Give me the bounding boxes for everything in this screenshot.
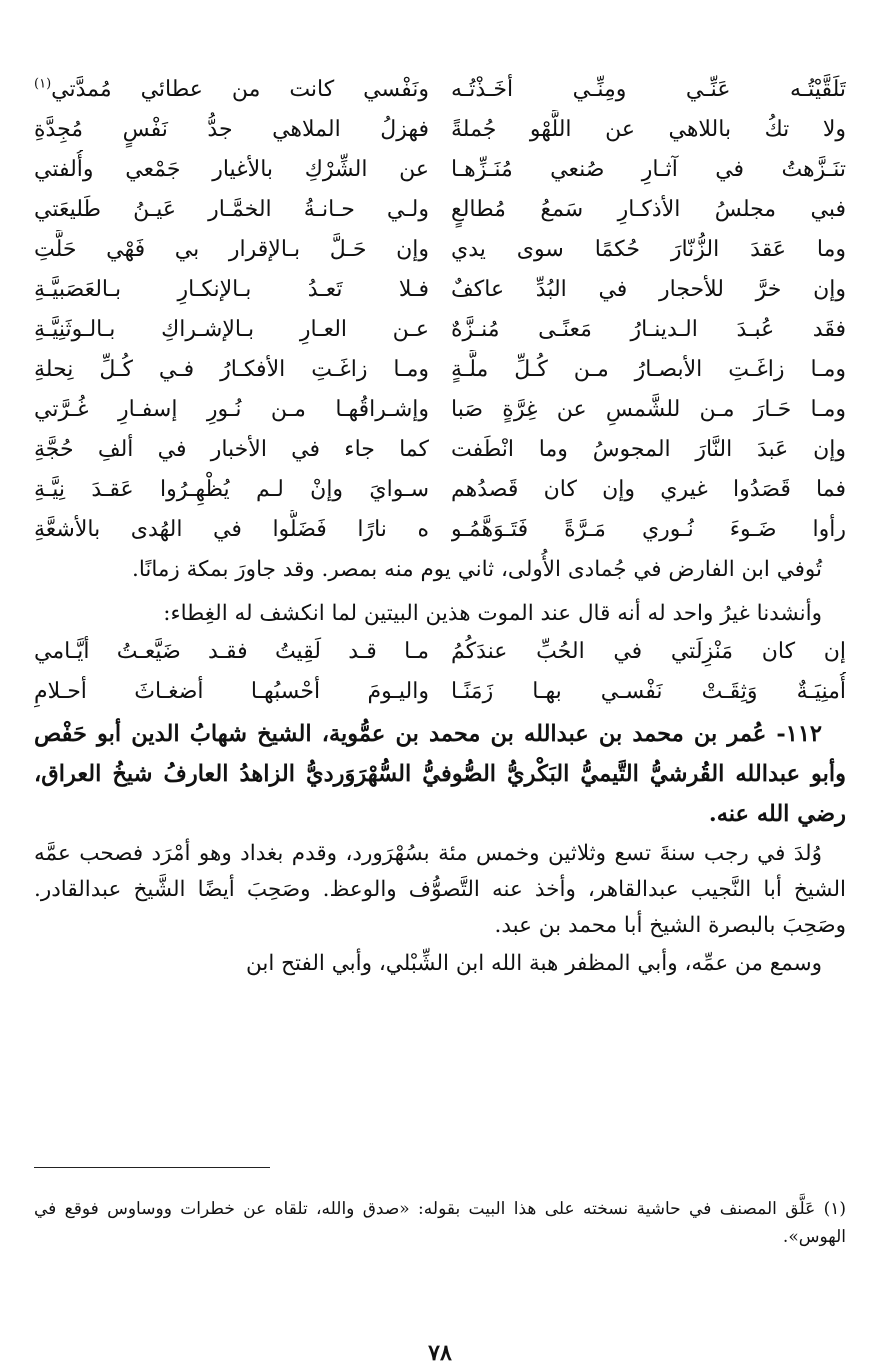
poem-verse (34, 632, 846, 672)
poem-verse (34, 310, 846, 350)
verse-second-hemistich: فـلا تَعـدُ بـالإنكـارِ بـالعَصَبيَّـةِ (34, 277, 429, 302)
verse-first-hemistich: فما قَصَدُوا غيري وإن كان قَصدُهم (451, 477, 846, 502)
verse-second-hemistich: كما جاء في الأخبار في ألفِ حُجَّةِ (34, 437, 429, 462)
poem-block (34, 70, 846, 550)
footnote-divider (34, 1167, 270, 1168)
verse-second-hemistich: ومـا زاغَـتِ الأفكـارُ فـي كُـلِّ نِحلةِ (34, 357, 429, 382)
verse-second-hemistich: سـوايَ وإنْ لـم يُظْهِـرُوا عَقـدَ نِيَّـةِ (34, 477, 429, 502)
verse-second-hemistich: واليـومَ أحْسبُهـا أضغـاثَ أحـلامِ (34, 679, 429, 704)
poem-verse (34, 230, 846, 270)
verse-first-hemistich: ومـا زاغَـتِ الأبصـارُ مـن كُـلِّ ملَّـةٍ (451, 357, 846, 382)
verse-first-hemistich: فبي مجلسُ الأذكـارِ سَمعُ مُطالعٍ (451, 197, 846, 222)
poem-verse (34, 350, 846, 390)
poem-verse (34, 270, 846, 310)
poem-verse (34, 510, 846, 550)
verse-first-hemistich: وإن خرَّ للأحجار في البُدِّ عاكفٌ (451, 277, 846, 302)
verse-second-hemistich: ه نارًا فَضَلُّوا في الهُدى بالأشعَّةِ (34, 517, 429, 542)
verse-first-hemistich: فقَد عُبـدَ الـدينـارُ مَعنًـى مُنـزَّهٌ (451, 317, 846, 342)
page-body (34, 70, 846, 1366)
verse-second-hemistich: عـن العـارِ بـالإشـراكِ بـالـوثَنِيَّـةِ (34, 317, 429, 342)
verse-first-hemistich: أُمنِيَـةٌ وَثِقَـتْ نَفْسـي بهـا زَمَنًـا (451, 679, 846, 704)
recital-paragraph: وأنشدنا غيرُ واحد له أنه قال عند الموت هذين البيتين لما انكشف له الغِطاء: (163, 601, 822, 626)
biography-heading: ١١٢- عُمر بن محمد بن عبدالله بن محمد بن عمُّوية، الشيخ شهابُ الدين أبو حَفْص وأبو عبدالله القُرشيُّ التَّيميُّ البَكْريُّ الصُّوفيُّ السُّهْرَوَرديُّ الزاهدُ العارفُ شيخُ العراق، رضي الله عنه. (34, 721, 846, 827)
verse-first-hemistich: تَلَقَّيْتُـه عَنِّـي ومِنِّـي أخَـذْتُـه (451, 77, 846, 102)
verse-first-hemistich: رأوا ضَـوءَ نُـوري مَـرَّةً فَتَـوَهَّمُـو (451, 517, 846, 542)
verse-second-hemistich: وإشـراقُهـا مـن نُـورِ إسفـارِ غُـرَّتي (34, 397, 429, 422)
poem-verse (34, 150, 846, 190)
verse-first-hemistich: وإن عَبدَ النَّارَ المجوسُ وما انْطَفت (451, 437, 846, 462)
verse-first-hemistich: ومـا حَـارَ مـن للشَّمسِ عن غِرَّةٍ صَبا (451, 397, 846, 422)
verse-second-hemistich: وإن حَـلَّ بـالإقرار بي فَهْي حَلَّتِ (34, 237, 429, 262)
verse-first-hemistich: ولا تكُ باللاهي عن اللَّهْو جُملةً (451, 117, 846, 142)
verse-second-hemistich: ولـي حـانـةُ الخمَّـار عَيـنُ طَليعَتي (34, 197, 429, 222)
poem-verse (34, 672, 846, 712)
poem-verse (34, 470, 846, 510)
final-poem-block (34, 632, 846, 712)
verse-first-hemistich: إن كان مَنْزِلَتي في الحُبِّ عندَكُمُ (451, 639, 846, 664)
poem-verse (34, 110, 846, 150)
verse-second-hemistich: عن الشِّرْكِ بالأغيار جَمْعي وأُلفتي (34, 157, 429, 182)
biography-paragraph: وُلدَ في رجب سنةَ تسع وثلاثين وخمس مئة بسُهْرَورد، وقدم بغداد وهو أمْرَد فصحب عمَّه الشيخ أبا النَّجيب عبدالقاهر، وأخذ عنه التَّصوُّف والوعظ. وصَحِبَ أيضًا الشَّيخ عبدالقادر. وصَحِبَ بالبصرة الشيخ أبا محمد بن عبد. (34, 841, 846, 938)
death-note-paragraph: تُوفي ابن الفارض في جُمادى الأُولى، ثاني يوم منه بمصر. وقد جاورَ بمكة زمانًا. (132, 557, 822, 582)
footnote-marker: (١) (34, 76, 52, 92)
page-number: ٧٨ (428, 1340, 452, 1366)
poem-verse (34, 390, 846, 430)
verse-second-hemistich: مـا قـد لَقِيتُ فقـد ضَيَّعـتُ أيَّـامي (34, 639, 429, 664)
biography-paragraph-continued: وسمع من عمِّه، وأبي المظفر هبة الله ابن الشِّبْلي، وأبي الفتح ابن (245, 951, 822, 976)
poem-verse (34, 190, 846, 230)
poem-verse (34, 430, 846, 470)
verse-second-hemistich: فهزلُ الملاهي جدُّ نَفْسٍ مُجِدَّةِ (34, 117, 429, 142)
footnote-text: (١) عَلَّق المصنف في حاشية نسخته على هذا البيت بقوله: «صدق والله، تلقاه عن خطرات ووساوس فوقع في الهوس». (34, 1199, 846, 1247)
poem-verse (34, 70, 846, 110)
verse-first-hemistich: تنَـزَّهتُ في آثـارِ صُنعي مُنَـزِّهـا (451, 157, 846, 182)
verse-second-hemistich: ونَفْسي كانت من عطائي مُمدَّتي (51, 77, 429, 102)
verse-first-hemistich: وما عَقدَ الزُّنّارَ حُكمًا سوى يدي (451, 237, 846, 262)
